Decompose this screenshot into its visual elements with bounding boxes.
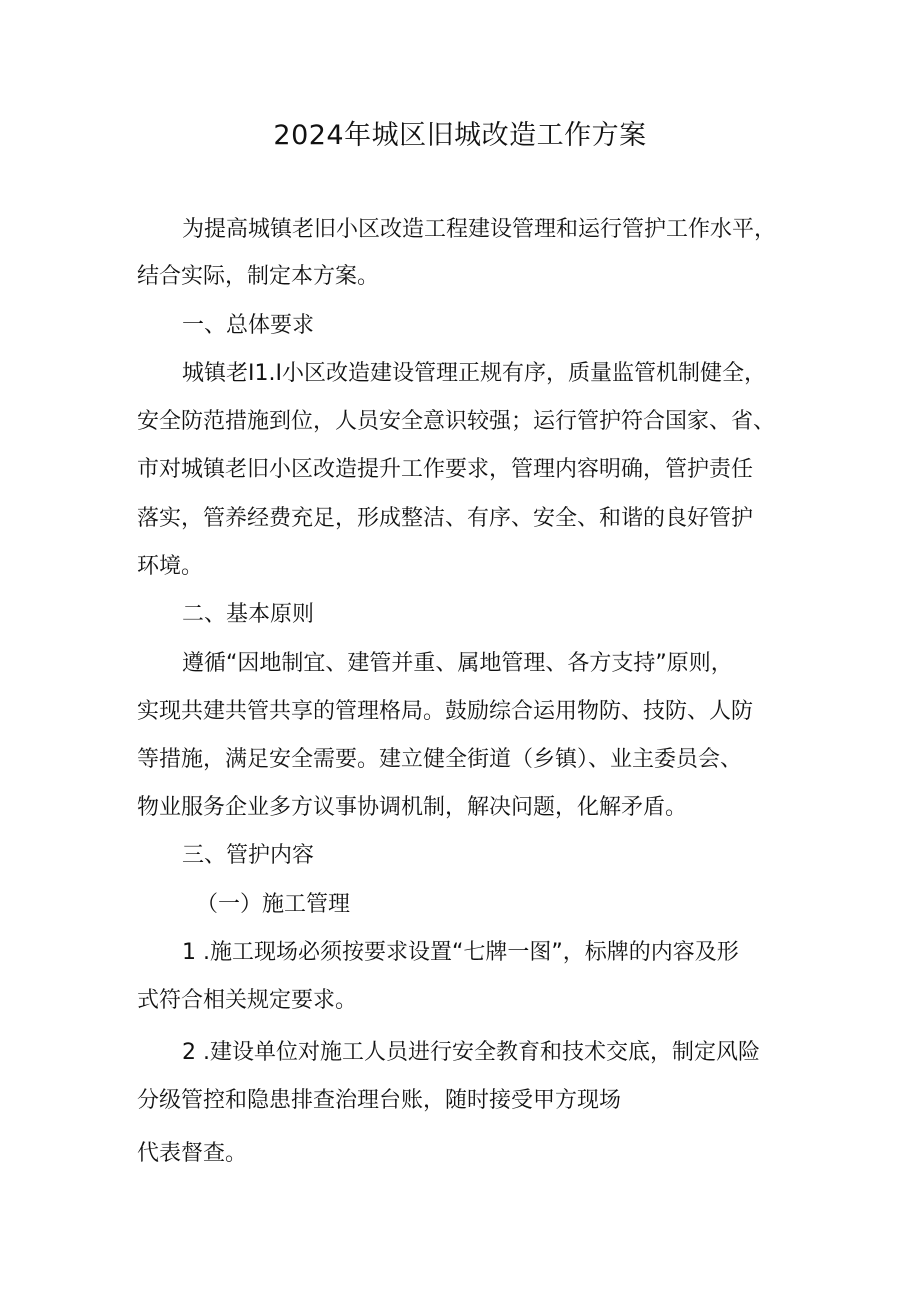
subsection-heading: （一）施工管理 (196, 892, 351, 917)
paragraph-line: 1 .施工现场必须按要求设置“七牌一图”，标牌的内容及形 (182, 940, 739, 965)
paragraph-line: 环境。 (137, 554, 204, 579)
paragraph-line: 市对城镇老旧小区改造提升工作要求，管理内容明确，管护责任 (137, 457, 754, 482)
paragraph-line: 安全防范措施到位，人员安全意识较强；运行管护符合国家、省、 (137, 409, 776, 434)
paragraph-line: 实现共建共管共享的管理格局。鼓励综合运用物防、技防、人防 (137, 699, 754, 724)
paragraph-line: 式符合相关规定要求。 (137, 988, 358, 1013)
paragraph-line: 为提高城镇老旧小区改造工程建设管理和运行管护工作水平， (182, 217, 777, 242)
section-heading: 一、总体要求 (182, 313, 315, 338)
paragraph-line: 2 .建设单位对施工人员进行安全教育和技术交底，制定风险 (182, 1040, 760, 1065)
document-title: 2024年城区旧城改造工作方案 (273, 120, 647, 151)
paragraph-line: 代表督查。 (137, 1141, 248, 1166)
section-heading: 三、管护内容 (182, 843, 315, 868)
paragraph-line: 分级管控和隐患排查治理台账，随时接受甲方现场 (137, 1088, 622, 1113)
paragraph-line: 落实，管养经费充足，形成整洁、有序、安全、和谐的良好管护 (137, 506, 754, 531)
paragraph-line: 等措施，满足安全需要。建立健全街道（乡镇）、业主委员会、 (137, 747, 743, 772)
paragraph-line: 遵循“因地制宜、建管并重、属地管理、各方支持”原则， (182, 651, 733, 676)
paragraph-line: 物业服务企业多方议事协调机制，解决问题，化解矛盾。 (137, 795, 688, 820)
paragraph-line: 结合实际，制定本方案。 (137, 264, 380, 289)
paragraph-line: 城镇老I1.I小区改造建设管理正规有序，质量监管机制健全， (182, 361, 766, 386)
section-heading: 二、基本原则 (182, 602, 315, 627)
